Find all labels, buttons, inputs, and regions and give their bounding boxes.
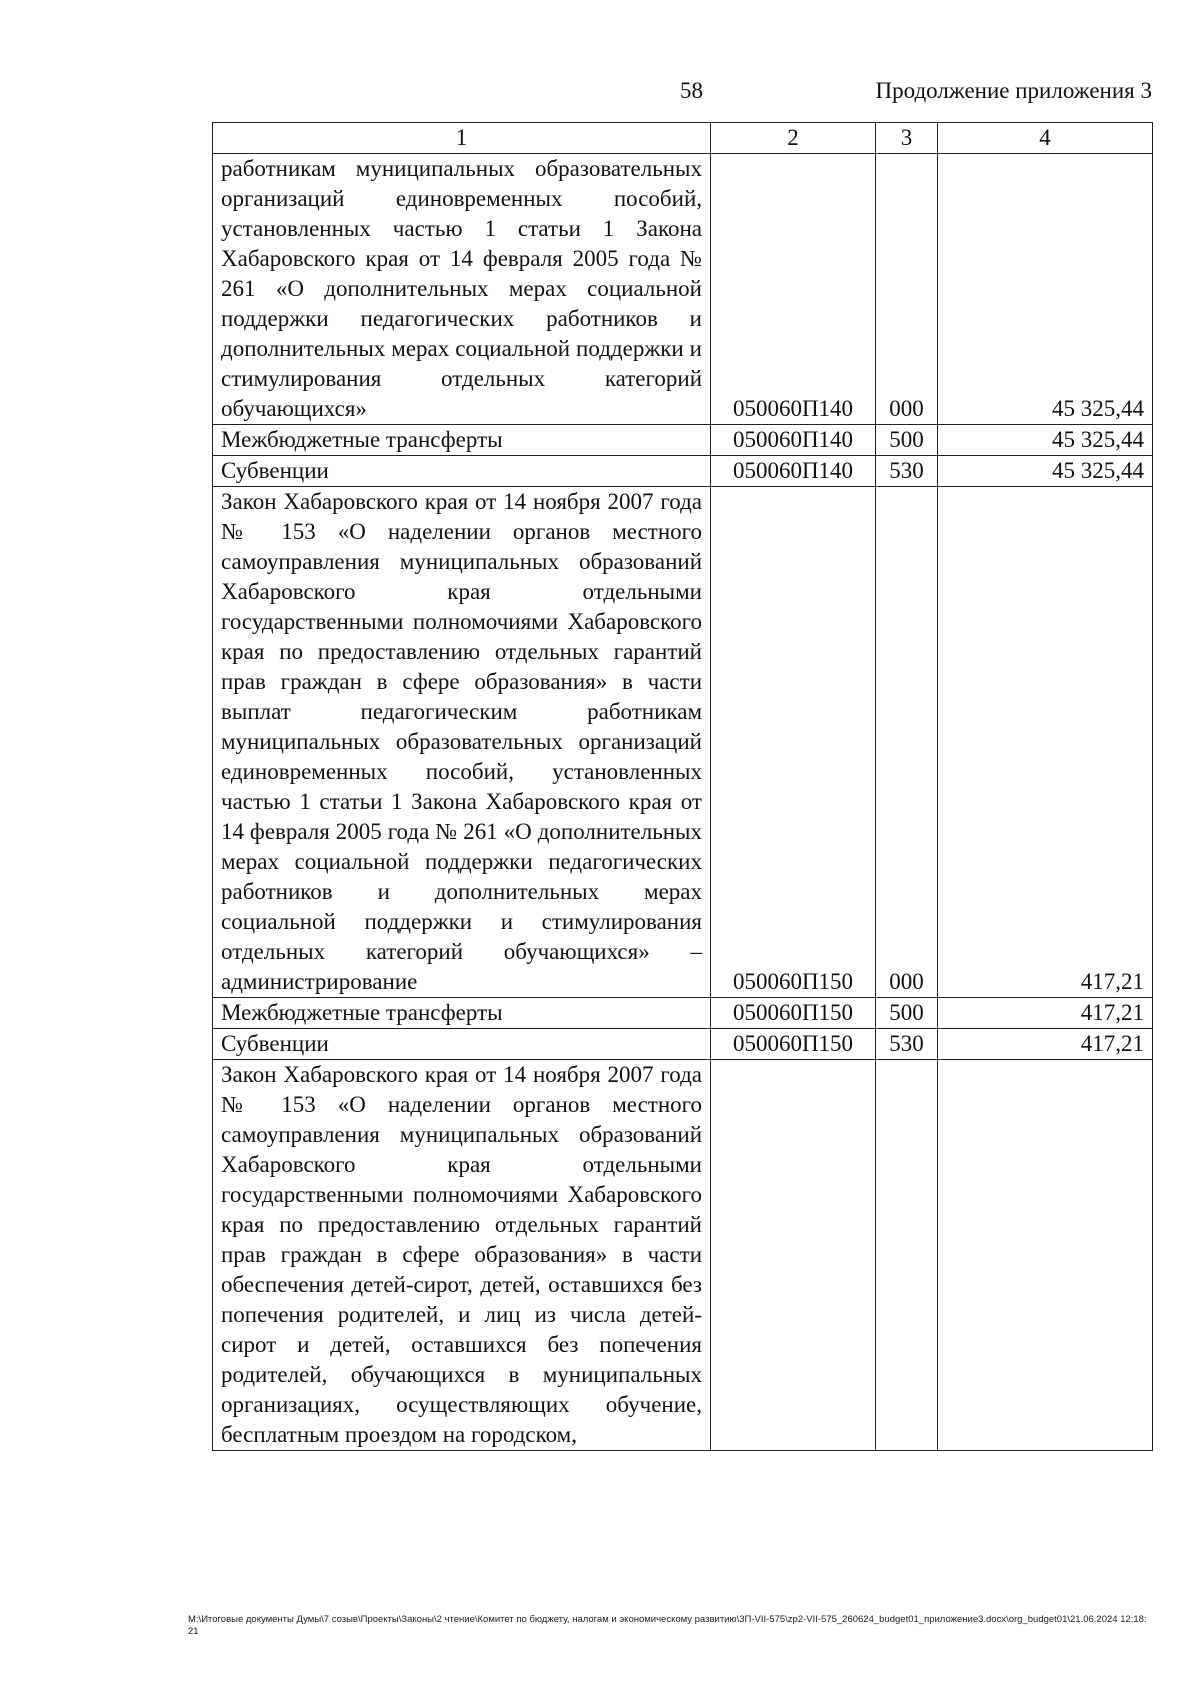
row-code: 050060П140 (711, 456, 876, 487)
row-sum (938, 1060, 1153, 1451)
row-code: 050060П150 (711, 487, 876, 998)
column-header-3: 3 (876, 123, 938, 154)
row-sum: 417,21 (938, 1029, 1153, 1060)
document-path-footer: M:\Итоговые документы Думы\7 созыв\Проекты\Законы\2 чтение\Комитет по бюджету, налогам и экономическому развитию\3П-VII-575\zp2-VII-575_260624_budget01_приложение3.docx\org_budget01\21.06.2024 12:18:21 (188, 1614, 1147, 1637)
row-name: работникам муниципальных образовательных организаций единовременных пособий, установленных частью 1 статьи 1 Закона Хабаровского края от 14 февраля 2005 года № 261 «О дополнительных мерах социальной поддержки педагогических работников и дополнительных мерах социальной поддержки и стимулирования отдельных категорий обучающихся» (213, 154, 711, 425)
page-number: 58 (680, 78, 703, 103)
row-expense-type: 530 (876, 456, 938, 487)
table-row (213, 456, 1153, 487)
table-row (213, 1060, 1153, 1451)
row-sum: 45 325,44 (938, 154, 1153, 425)
table-row (213, 1029, 1153, 1060)
table-header-row (213, 123, 1153, 154)
row-name: Межбюджетные трансферты (213, 998, 711, 1029)
row-code: 050060П140 (711, 154, 876, 425)
row-name: Субвенции (213, 1029, 711, 1060)
row-code: 050060П150 (711, 1029, 876, 1060)
row-expense-type (876, 1060, 938, 1451)
table-row (213, 487, 1153, 998)
row-expense-type: 500 (876, 425, 938, 456)
row-expense-type: 000 (876, 154, 938, 425)
row-expense-type: 530 (876, 1029, 938, 1060)
row-expense-type: 500 (876, 998, 938, 1029)
row-sum: 45 325,44 (938, 456, 1153, 487)
row-expense-type: 000 (876, 487, 938, 998)
row-code: 050060П150 (711, 998, 876, 1029)
row-name: Субвенции (213, 456, 711, 487)
row-code (711, 1060, 876, 1451)
table-row (213, 425, 1153, 456)
row-sum: 45 325,44 (938, 425, 1153, 456)
row-sum: 417,21 (938, 998, 1153, 1029)
row-name: Межбюджетные трансферты (213, 425, 711, 456)
column-header-1: 1 (213, 123, 711, 154)
row-name: Закон Хабаровского края от 14 ноября 2007 года № 153 «О наделении органов местного самоуправления муниципальных образований Хабаровского края отдельными государственными полномочиями Хабаровского края по предоставлению отдельных гарантий прав граждан в сфере образования» в части выплат педагогическим работникам муниципальных образовательных организаций единовременных пособий, установленных частью 1 статьи 1 Закона Хабаровского края от 14 февраля 2005 года № 261 «О дополнительных мерах социальной поддержки педагогических работников и дополнительных мерах социальной поддержки и стимулирования отдельных категорий обучающихся» – администрирование (213, 487, 711, 998)
table-row (213, 998, 1153, 1029)
column-header-2: 2 (711, 123, 876, 154)
continuation-label: Продолжение приложения 3 (875, 78, 1152, 103)
table-row (213, 154, 1153, 425)
column-header-4: 4 (938, 123, 1153, 154)
budget-table (212, 122, 1153, 1451)
row-sum: 417,21 (938, 487, 1153, 998)
row-code: 050060П140 (711, 425, 876, 456)
row-name: Закон Хабаровского края от 14 ноября 2007 года № 153 «О наделении органов местного самоуправления муниципальных образований Хабаровского края отдельными государственными полномочиями Хабаровского края по предоставлению отдельных гарантий прав граждан в сфере образования» в части обеспечения детей-сирот, детей, оставшихся без попечения родителей, и лиц из числа детей-сирот и детей, оставшихся без попечения родителей, обучающихся в муниципальных организациях, осуществляющих обучение, бесплатным проездом на городском, (213, 1060, 711, 1451)
